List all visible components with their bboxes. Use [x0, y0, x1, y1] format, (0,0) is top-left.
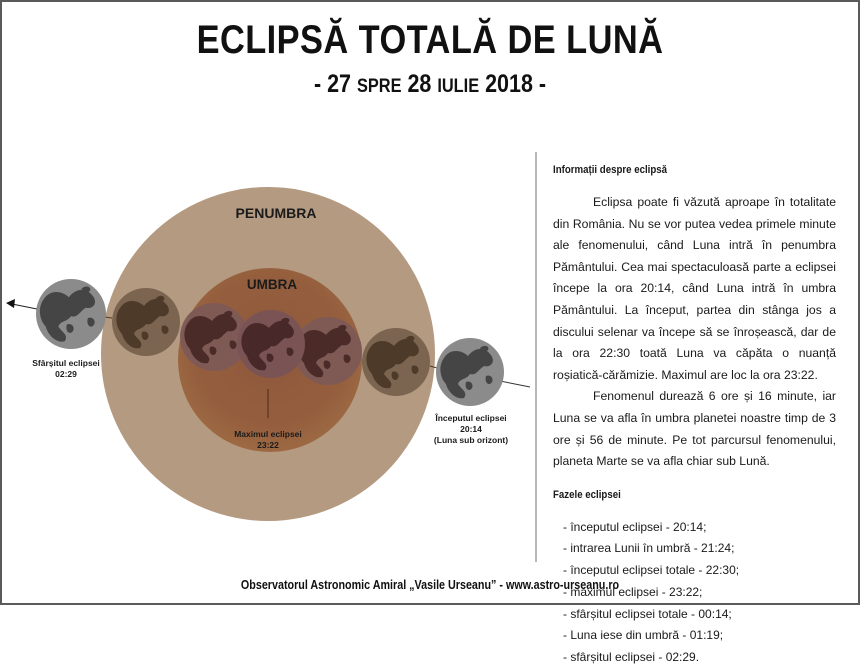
end-label-time: 02:29 — [55, 369, 77, 379]
info-panel — [553, 160, 836, 669]
start-label-note: (Luna sub orizont) — [433, 435, 509, 445]
info-paragraph-1: Eclipsa poate fi văzută aproape în totalitate din România. Nu se vor putea vedea primele minute ale fenomenului, când Luna intră în penumbra Pământului. Cea mai spectaculoasă parte a eclipsei începe la ora 20:14, când Luna intră în umbra Pământului. La început, partea din stânga jos a discului selenar va începe să se înroșească, dar de la ora 22:30 toată Luna va căpăta o nuanță roșiatică-cărămizie. Maximul are loc la ora 23:22. — [553, 195, 836, 382]
phase-item: - sfârșitul eclipsei totale - 00:14; — [563, 606, 732, 621]
exit-arrow-line — [12, 304, 37, 309]
subtitle-year: 2018 - — [479, 70, 547, 98]
info-heading: Informații despre eclipsă — [553, 164, 668, 176]
subtitle-spre: SPRE — [356, 76, 402, 97]
phase-item: - începutul eclipsei - 20:14; — [563, 519, 707, 534]
start-label-time: 20:14 — [460, 424, 482, 434]
phase-item: - maximul eclipsei - 23:22; — [563, 584, 703, 599]
trajectory-line — [500, 381, 530, 387]
max-label-time: 23:22 — [257, 440, 279, 450]
moon-end-icon — [36, 279, 106, 349]
moon-maximum-icon — [237, 310, 305, 378]
page-title: ECLIPSĂ TOTALĂ DE LUNĂ — [196, 18, 664, 62]
subtitle-month: IULIE — [437, 76, 480, 97]
phases-heading: Fazele eclipsei — [553, 488, 621, 501]
subtitle-day-end: 28 — [401, 70, 438, 98]
subtitle-day-start: - 27 — [313, 70, 357, 98]
phase-item: - sfârșitul eclipsei - 02:29. — [563, 649, 700, 664]
moon-start-icon — [436, 338, 504, 406]
footer-credit: Observatorul Astronomic Amiral „Vasile Urseanu” - www.astro-urseanu.ro — [240, 578, 620, 592]
phase-item: - începutul eclipsei totale - 22:30; — [563, 563, 740, 578]
phase-item: - intrarea Lunii în umbră - 21:24; — [563, 541, 735, 556]
column-divider — [535, 152, 537, 562]
phases-list — [563, 517, 836, 669]
penumbra-label: PENUMBRA — [235, 205, 317, 221]
moon-penumbral-exit-icon — [112, 288, 180, 356]
umbra-label: UMBRA — [246, 277, 298, 292]
max-label-title: Maximul eclipsei — [234, 429, 302, 439]
info-paragraph-2: Fenomenul durează 6 ore și 16 minute, iar Luna se va afla în umbra planetei noastre timp de 3 ore și 56 de minute. Pe tot parcursul fenomenului, planeta Marte se va afla chiar sub Lună. — [553, 389, 836, 469]
start-label-title: Începutul eclipsei — [435, 413, 507, 423]
phase-item: - Luna iese din umbră - 01:19; — [563, 628, 724, 643]
moon-penumbral-entry-icon — [362, 328, 430, 396]
end-label-title: Sfârșitul eclipsei — [32, 358, 100, 368]
arrow-head-icon — [6, 299, 15, 308]
